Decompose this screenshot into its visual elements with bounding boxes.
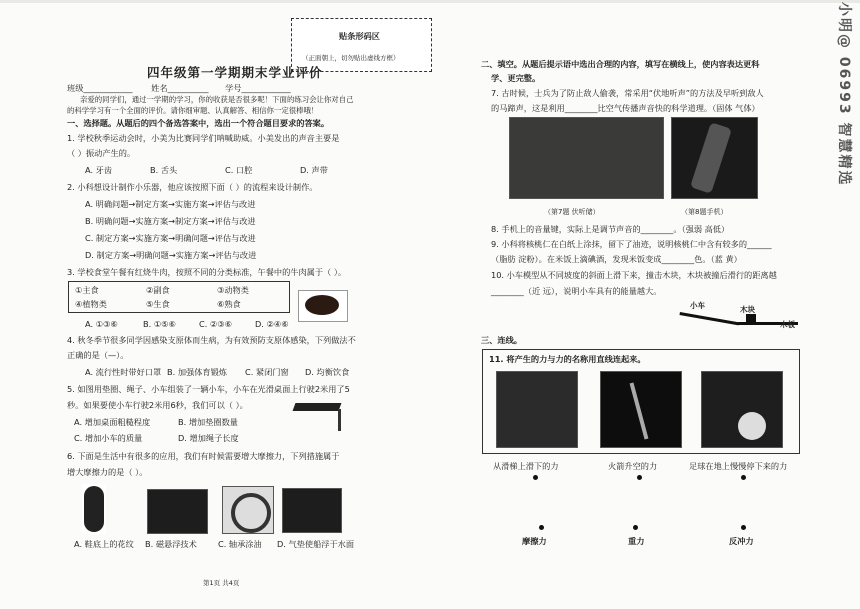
- q4-option-a: A. 流行性时带好口罩: [85, 367, 162, 377]
- match-top-2: 火箭升空的力: [608, 461, 658, 471]
- q5-text: 5. 如图用垫圈、绳子、小车组装了一辆小车，小车在光滑桌面上行驶2米用了5: [67, 384, 350, 394]
- cart-diagram: [294, 391, 346, 431]
- match-dot-bottom-1[interactable]: [539, 525, 544, 530]
- ramp-diagram: [680, 301, 800, 336]
- q7-text2: 的马蹄声，这是利用________比空气传播声音快的科学道理。（固体 气体）: [491, 103, 760, 113]
- q7-caption: （第7题 伏听储）: [544, 208, 600, 216]
- table-top: [293, 403, 342, 411]
- q1-option-d: D. 声带: [300, 165, 328, 175]
- q3-choice-6: ⑥熟食: [217, 299, 241, 309]
- q3-choice-4: ④植物类: [75, 299, 107, 309]
- q6-option-b: B. 磁悬浮技术: [145, 539, 197, 549]
- sole-shape: [84, 486, 104, 532]
- barcode-note: （正面朝上，切勿贴出虚线方框）: [302, 54, 400, 62]
- match-top-3: 足球在地上慢慢停下来的力: [689, 461, 788, 471]
- q3-text: 3. 学校食堂午餐有红烧牛肉，按照不同的分类标准，午餐中的牛肉属于（ ）。: [67, 267, 347, 277]
- ball-shape: [738, 412, 766, 440]
- q5-option-b: B. 增加垫圈数量: [178, 417, 238, 427]
- q4-option-b: B. 加强体育锻炼: [167, 367, 227, 377]
- q5-text2: 秒。如果要使小车行驶2米用6秒，我们可以（ ）。: [67, 400, 248, 410]
- barcode-title: 贴条形码区: [339, 31, 380, 41]
- match-top-1: 从滑梯上滑下的力: [493, 461, 559, 471]
- football-photo: [701, 371, 783, 448]
- field-row: 班级____________ 姓名__________ 学号____________: [67, 83, 291, 93]
- q1-option-a: A. 牙齿: [85, 165, 113, 175]
- q10-text: 10. 小车模型从不同坡度的斜面上滑下来，撞击木块，木块被撞后滑行的距离越: [491, 270, 777, 280]
- section2-title: 二、填空。从题后提示语中选出合理的内容，填写在横线上，使内容表达更科: [481, 59, 760, 69]
- q1-option-b: B. 舌头: [150, 165, 178, 175]
- q3-option-d: D. ②④⑥: [255, 319, 289, 329]
- class-label: 班级: [67, 83, 84, 93]
- phone-shape: [690, 122, 732, 193]
- q6-option-d: D. 气垫使船浮于水面: [277, 539, 355, 549]
- bearing-ring: [231, 493, 271, 533]
- q3-choice-2: ②副食: [146, 285, 170, 295]
- table-edge: [338, 409, 341, 431]
- q2-text: 2. 小科想设计制作小乐器，他应该按照下面（ ）的流程来设计制作。: [67, 182, 318, 192]
- q7-text: 7. 古时候，士兵为了防止敌人偷袭，常采用“伏地听声”的方法及早听到敌人: [491, 88, 764, 98]
- match-bottom-2: 重力: [628, 536, 645, 546]
- q4-text2: 正确的是（—）。: [67, 350, 129, 360]
- intro-line-1: 亲爱的同学们，通过一学期的学习，你的收获是否很多呢！下面的练习会让你对自己: [80, 95, 354, 104]
- match-dot-top-3[interactable]: [741, 475, 746, 480]
- intro-line-2: 的科学学习有一个全面的评价。请你细审题、认真解答、相信你一定很棒哦！: [67, 106, 319, 115]
- side-code: 小明@ 06993 智慧精选: [836, 2, 852, 187]
- ramp-slope: [679, 312, 739, 325]
- q3-choice-5: ⑤生食: [146, 299, 170, 309]
- scan-border: [0, 0, 860, 3]
- q3-choice-table: [68, 281, 290, 313]
- q3-option-c: C. ②③⑥: [199, 319, 232, 329]
- section2-title2: 学、更完整。: [491, 73, 541, 83]
- ground-listening-photo: [509, 117, 664, 199]
- q2-option-b: B. 明确问题→实施方案→制定方案→评估与改进: [85, 216, 256, 226]
- section3-title: 三、连线。: [481, 335, 522, 345]
- q9-text: 9. 小科将核桃仁在白纸上涂抹，留下了油迹，说明核桃仁中含有较多的______: [491, 239, 772, 249]
- q8-caption: （第8题手机）: [681, 208, 728, 216]
- q2-option-c: C. 制定方案→实施方案→明确问题→评估与改进: [85, 233, 256, 243]
- q4-text: 4. 秋冬季节很多同学因感染支原体而生病，为有效预防支原体感染，下列做法不: [67, 335, 356, 345]
- section1-title: 一、选择题。从题后的四个备选答案中，选出一个符合题目要求的答案。: [67, 118, 330, 128]
- q6-option-c: C. 轴承涂油: [218, 539, 262, 549]
- q4-option-c: C. 紧闭门窗: [245, 367, 289, 377]
- name-label: 姓名: [151, 83, 168, 93]
- q2-option-a: A. 明确问题→制定方案→实施方案→评估与改进: [85, 199, 256, 209]
- q3-option-a: A. ①③⑥: [85, 319, 118, 329]
- q6-text2: 增大摩擦力的是（ ）。: [67, 467, 148, 477]
- match-dot-bottom-3[interactable]: [741, 525, 746, 530]
- q1-option-c: C. 口腔: [225, 165, 253, 175]
- shoe-sole-photo: [82, 484, 106, 534]
- page-footer: 第1页 共4页: [203, 579, 240, 587]
- q3-option-b: B. ①⑤⑥: [143, 319, 176, 329]
- number-label: 学号: [225, 83, 242, 93]
- rocket-photo: [600, 371, 682, 448]
- q5-option-c: C. 增加小车的质量: [74, 433, 143, 443]
- maglev-photo: [147, 489, 208, 534]
- q2-option-d: D. 制定方案→明确问题→实施方案→评估与改进: [85, 250, 257, 260]
- ramp-label-block: 木块: [740, 305, 755, 314]
- match-bottom-3: 反冲力: [729, 536, 754, 546]
- ramp-label-car: 小车: [690, 301, 705, 310]
- page-title: 四年级第一学期期末学业评价: [147, 65, 323, 80]
- q3-choice-1: ①主食: [75, 285, 99, 295]
- phone-photo: [671, 117, 758, 199]
- match-bottom-1: 摩擦力: [522, 536, 547, 546]
- ramp-label-board: 木板: [780, 320, 795, 329]
- q6-text: 6. 下面是生活中有很多的应用，我们有时候需要增大摩擦力，下列措施属于: [67, 451, 340, 461]
- bearing-photo: [222, 486, 274, 534]
- plate-shape: [305, 295, 339, 315]
- hovercraft-photo: [282, 488, 342, 533]
- q1-text: 1. 学校秋季运动会时，小美为比赛同学们呐喊助威。小美发出的声音主要是: [67, 133, 340, 143]
- slide-photo: [496, 371, 578, 448]
- q3-choice-3: ③动物类: [217, 285, 249, 295]
- match-dot-top-2[interactable]: [637, 475, 642, 480]
- rocket-trail: [630, 382, 649, 439]
- match-dot-top-1[interactable]: [533, 475, 538, 480]
- q1-text2: （ ）振动产生的。: [67, 148, 136, 158]
- q11-text: 11. 将产生的力与力的名称用直线连起来。: [489, 354, 646, 364]
- q10-text2: ________（近 远），说明小车具有的能量越大。: [491, 286, 662, 296]
- q9-text2: （脂肪 淀粉）。在米饭上滴碘酒，发现米饭变成________色。（蓝 黄）: [491, 254, 742, 264]
- q8-text: 8. 手机上的音量键，实际上是调节声音的________。（强弱 高低）: [491, 224, 730, 234]
- beef-photo: [298, 290, 348, 322]
- q6-option-a: A. 鞋底上的花纹: [74, 539, 134, 549]
- q5-option-d: D. 增加绳子长度: [178, 433, 239, 443]
- match-dot-bottom-2[interactable]: [633, 525, 638, 530]
- q5-option-a: A. 增加桌面粗糙程度: [74, 417, 151, 427]
- q4-option-d: D. 均衡饮食: [305, 367, 350, 377]
